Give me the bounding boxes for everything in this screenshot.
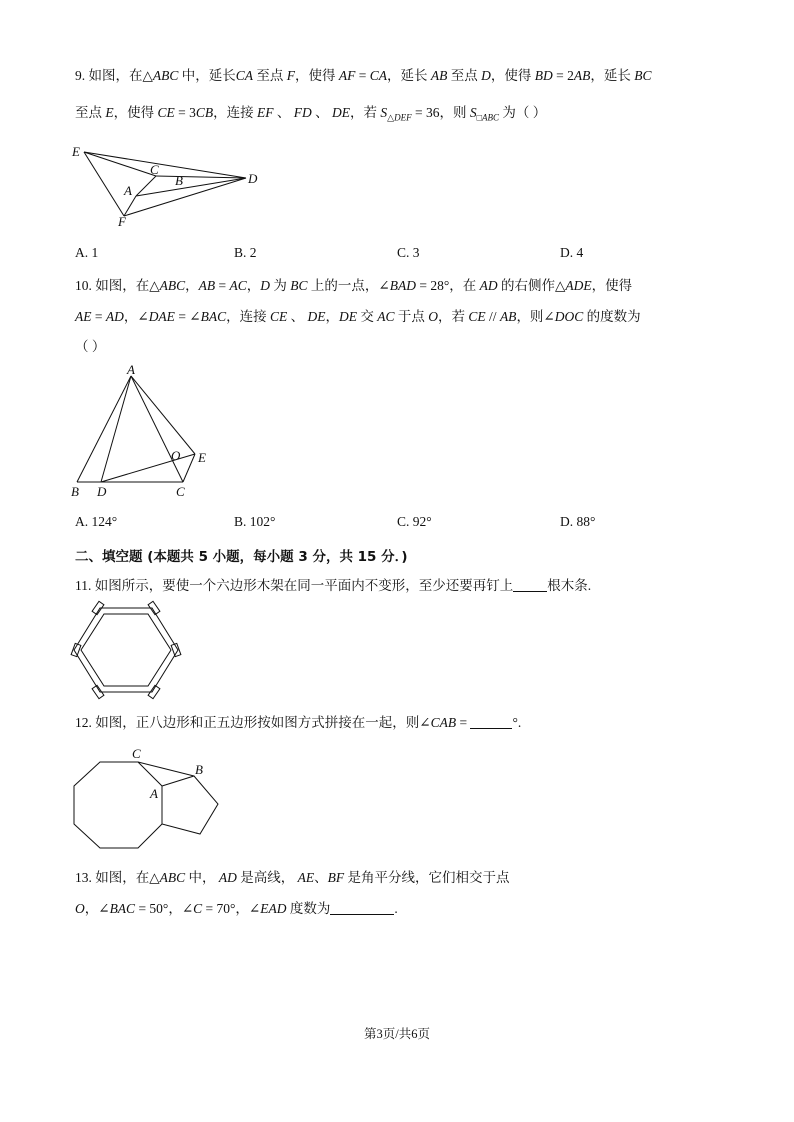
q10-label-D: D: [97, 484, 107, 499]
q10-option-b: B. 102°: [234, 514, 276, 529]
q13-answer-blank: [330, 900, 394, 915]
q12-text: 12. 如图，正八边形和正五边形按如图方式拼接在一起，则∠CAB = °.: [75, 715, 522, 730]
q9-label-C: C: [150, 162, 159, 177]
q10-option-d: D. 88°: [560, 514, 596, 529]
q10-label-O: O: [171, 448, 181, 463]
q9-label-A: A: [124, 183, 132, 198]
q13-line1: 13. 如图，在△ABC 中， AD 是高线， AE、BF 是角平分线，它们相交于点: [75, 870, 510, 885]
q9-figure: [70, 140, 270, 230]
q13-line2: O，∠BAC = 50°，∠C = 70°，∠EAD 度数为 .: [75, 901, 398, 916]
q9-label-D: D: [248, 171, 258, 186]
q11-text: 11. 如图所示，要使一个六边形木架在同一平面内不变形，至少还要再钉上 根木条.: [75, 578, 592, 593]
q12-label-A: A: [150, 786, 158, 801]
q10-label-A: A: [127, 362, 135, 377]
q9-label-F: F: [118, 214, 126, 229]
q10-figure: [65, 362, 225, 502]
q9-label-B: B: [175, 173, 183, 188]
q10-label-E: E: [198, 450, 206, 465]
q9-option-c: C. 3: [397, 245, 420, 260]
q9-option-b: B. 2: [234, 245, 257, 260]
q9-option-a: A. 1: [75, 245, 99, 260]
section-heading: 二、填空题 (本题共 5 小题，每小题 3 分，共 15 分．): [75, 549, 408, 565]
q9-label-E: E: [72, 144, 80, 159]
page-footer: 第3页/共6页: [364, 1027, 430, 1041]
q10-line2: AE = AD，∠DAE = ∠BAC，连接 CE 、 DE，DE 交 AC 于点 O，若 CE // AB，则∠DOC 的度数为: [75, 309, 641, 324]
q10-line3: （ ）: [75, 339, 106, 354]
q12-answer-blank: [470, 714, 512, 729]
q9-option-d: D. 4: [560, 245, 584, 260]
q10-label-B: B: [71, 484, 79, 499]
q10-option-c: C. 92°: [397, 514, 432, 529]
q12-label-B: B: [195, 762, 203, 777]
q10-line1: 10. 如图，在△ABC，AB = AC，D 为 BC 上的一点，∠BAD = 28°，在 AD 的右侧作△ADE，使得: [75, 278, 633, 293]
q10-label-C: C: [176, 484, 185, 499]
q9-line2: 至点 E，使得 CE = 3CB，连接 EF 、 FD 、 DE，若 $S_{\triangle DEF} = 36$，则 $S_{□ABC}$ 为（ ）: [75, 105, 547, 123]
q9-line1: 9. 如图，在△ABC 中，延长CA 至点 F，使得 AF = CA，延长 AB 至点 D，使得 BD = 2AB，延长 BC: [75, 68, 652, 83]
q10-option-a: A. 124°: [75, 514, 118, 529]
q12-label-C: C: [132, 746, 141, 761]
q11-hexagon-figure: [70, 598, 190, 704]
q11-answer-blank: [513, 577, 547, 592]
q12-figure: [70, 742, 230, 862]
